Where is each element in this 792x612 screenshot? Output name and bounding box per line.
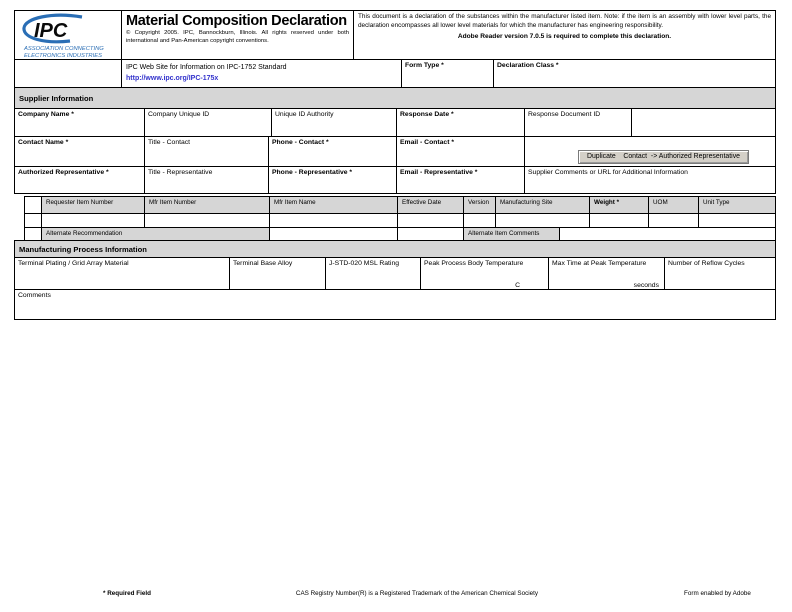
- declaration-description: This document is a declaration of the substances within the manufacturer listed item. Note: if the item is an assembly with lower level parts, the declaration encompasses all lower level materials for which the manufacturer has engineering responsibility.: [358, 13, 771, 29]
- terminal-plating-field[interactable]: Terminal Plating / Grid Array Material: [18, 260, 129, 267]
- email-representative-field[interactable]: Email - Representative *: [396, 167, 524, 193]
- title-representative-field[interactable]: Title - Representative: [144, 167, 268, 193]
- header-unit-type: Unit Type: [698, 197, 775, 213]
- declaration-description-cell: [353, 11, 775, 59]
- item-weight-input[interactable]: [589, 214, 648, 227]
- logo-tagline-line1: ASSOCIATION CONNECTING: [24, 46, 104, 52]
- max-time-unit: seconds: [633, 282, 659, 289]
- alternate-item-comments-label: Alternate Item Comments: [463, 228, 559, 241]
- comments-field[interactable]: [14, 289, 776, 320]
- duplicate-contact-button[interactable]: Duplicate Contact -> Authorized Representative: [578, 150, 749, 164]
- company-unique-id-field[interactable]: Company Unique ID: [144, 109, 271, 136]
- authorized-representative-field[interactable]: Authorized Representative *: [18, 169, 109, 176]
- phone-contact-field[interactable]: Phone - Contact *: [268, 137, 396, 166]
- response-document-id-input[interactable]: [631, 109, 775, 136]
- header-version: Version: [463, 197, 495, 213]
- supplier-information-section-header: Supplier Information: [14, 87, 776, 109]
- supplier-information-table: [14, 108, 776, 194]
- ipc-website-cell: [121, 60, 401, 89]
- declaration-class-field[interactable]: Declaration Class *: [493, 60, 775, 89]
- contact-name-field[interactable]: Contact Name *: [18, 139, 69, 146]
- form-type-field[interactable]: Form Type *: [401, 60, 493, 89]
- empty-cell: [15, 60, 121, 89]
- adobe-reader-note: Adobe Reader version 7.0.5 is required to complete this declaration.: [457, 33, 672, 41]
- row-gutter: [25, 214, 41, 227]
- header-weight: Weight *: [589, 197, 648, 213]
- response-document-id-field[interactable]: Response Document ID: [524, 109, 631, 136]
- ipc-logo: [15, 11, 121, 59]
- item-mfr-name-input[interactable]: [269, 214, 397, 227]
- required-field-note: * Required Field: [103, 590, 151, 597]
- duplicate-button-cell: [524, 137, 775, 166]
- manufacturing-process-section-header: Manufacturing Process Information: [14, 240, 776, 258]
- phone-representative-field[interactable]: Phone - Representative *: [268, 167, 396, 193]
- row-gutter: [25, 197, 41, 213]
- website-info-text: IPC Web Site for Information on IPC-1752 Standard: [126, 64, 287, 71]
- item-version-input[interactable]: [463, 214, 495, 227]
- max-time-label: Max Time at Peak Temperature: [552, 260, 647, 267]
- ipc-logo-icon: [18, 13, 118, 59]
- cas-trademark-note: CAS Registry Number(R) is a Registered Trademark of the American Chemical Society: [295, 590, 539, 597]
- msl-rating-field[interactable]: J-STD-020 MSL Rating: [325, 258, 420, 290]
- header-uom: UOM: [648, 197, 698, 213]
- header-mfr-item-number: Mfr Item Number: [144, 197, 269, 213]
- ipc-website-link[interactable]: http://www.ipc.org/IPC-175x: [126, 74, 219, 82]
- manufacturing-process-table: [14, 257, 776, 291]
- logo-tagline-line2: ELECTRONICS INDUSTRIES: [24, 53, 102, 59]
- company-name-field[interactable]: Company Name *: [18, 111, 74, 118]
- email-contact-field[interactable]: Email - Contact *: [396, 137, 524, 166]
- copyright-text: © Copyright 2005. IPC, Bannockburn, Illinois. All rights reserved under both international and Pan-American copyright conventions.: [126, 30, 349, 44]
- title-cell: [121, 11, 353, 59]
- form-enabled-by-adobe-note: Form enabled by Adobe: [684, 590, 751, 597]
- supplier-comments-field[interactable]: Supplier Comments or URL for Additional Information: [524, 167, 775, 193]
- peak-temp-unit: C: [515, 282, 520, 289]
- page-title: Material Composition Declaration: [126, 13, 347, 29]
- header-manufacturing-site: Manufacturing Site: [495, 197, 589, 213]
- item-table: [24, 196, 776, 242]
- header-requester-item-number: Requester Item Number: [41, 197, 144, 213]
- item-manufacturing-site-input[interactable]: [495, 214, 589, 227]
- number-of-reflow-cycles-field[interactable]: Number of Reflow Cycles: [664, 258, 775, 290]
- terminal-base-alloy-field[interactable]: Terminal Base Alloy: [229, 258, 325, 290]
- response-date-field[interactable]: Response Date *: [396, 109, 524, 136]
- item-unit-type-input[interactable]: [698, 214, 775, 227]
- alternate-recommendation-label: Alternate Recommendation: [41, 228, 269, 241]
- item-uom-input[interactable]: [648, 214, 698, 227]
- peak-temp-label: Peak Process Body Temperature: [424, 260, 524, 267]
- max-time-at-peak-temperature-field[interactable]: [548, 258, 664, 290]
- header-mfr-item-name: Mfr Item Name: [269, 197, 397, 213]
- form-header-table: [14, 10, 776, 90]
- item-effective-date-input[interactable]: [397, 214, 463, 227]
- title-contact-field[interactable]: Title - Contact: [144, 137, 268, 166]
- item-requester-number-input[interactable]: [41, 214, 144, 227]
- item-mfr-number-input[interactable]: [144, 214, 269, 227]
- unique-id-authority-field[interactable]: Unique ID Authority: [271, 109, 396, 136]
- peak-process-body-temperature-field[interactable]: [420, 258, 548, 290]
- logo-brand-text: IPC: [34, 20, 68, 42]
- header-effective-date: Effective Date: [397, 197, 463, 213]
- comments-label: Comments: [18, 292, 51, 299]
